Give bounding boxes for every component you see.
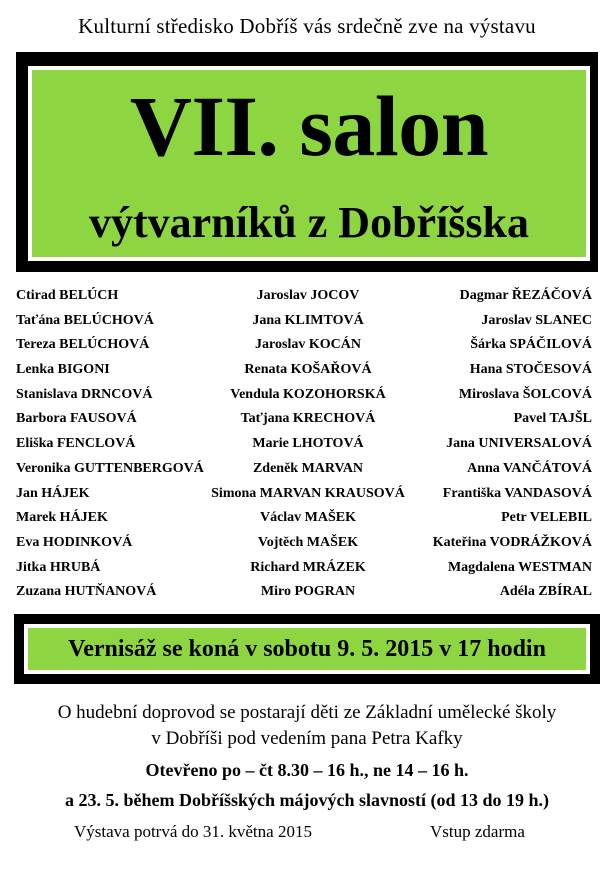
artist-name: Magdalena WESTMAN — [447, 559, 592, 575]
artist-name: Vendula KOZOHORSKÁ — [230, 386, 386, 402]
artist-name: Jitka HRUBÁ — [16, 559, 101, 575]
music-info-line1: O hudební doprovod se postarají děti ze Základní umělecké školy — [57, 702, 557, 723]
artist-name: Anna VANČÁTOVÁ — [467, 460, 592, 476]
artist-name: Lenka BIGONI — [16, 362, 110, 378]
vernisage-banner — [14, 614, 600, 684]
festival-hours: a 23. 5. během Dobříšských májových slavností (od 13 do 19 h.) — [64, 790, 550, 810]
artist-name: Renata KOŠAŘOVÁ — [244, 362, 372, 378]
artist-name: Ctirad BELÚCH — [16, 288, 119, 303]
artist-name: Eva HODINKOVÁ — [16, 534, 133, 550]
artist-name: Taťjana KRECHOVÁ — [240, 411, 376, 427]
opening-hours: Otevřeno po – čt 8.30 – 16 h., ne 14 – 16 h. — [145, 760, 469, 780]
artist-name: Zuzana HUTŇANOVÁ — [16, 584, 157, 600]
artist-name: Václav MAŠEK — [259, 510, 357, 526]
artist-name: Zdeněk MARVAN — [252, 460, 364, 476]
artist-name: Jan HÁJEK — [16, 485, 90, 501]
artist-name: Stanislava DRNCOVÁ — [16, 386, 153, 402]
artist-name: Adéla ZBÍRAL — [499, 584, 592, 600]
artist-name: Petr VELEBIL — [501, 510, 592, 526]
artist-name: Kateřina VODRÁŽKOVÁ — [432, 534, 592, 550]
vernisage-text: Vernisáž se koná v sobotu 9. 5. 2015 v 17 hodin — [28, 628, 586, 670]
exhibition-subtitle: výtvarníků z Dobříšska — [88, 198, 530, 247]
artist-name: Simona MARVAN KRAUSOVÁ — [211, 485, 405, 501]
artist-name: Pavel TAJŠL — [513, 411, 592, 427]
artist-name: Dagmar ŘEZÁČOVÁ — [459, 288, 592, 303]
title-banner-fill — [32, 70, 586, 257]
title-banner-border — [28, 66, 590, 261]
artist-name: Marie LHOTOVÁ — [252, 436, 364, 452]
artist-name: Vojtěch MAŠEK — [257, 534, 359, 550]
artist-name: Františka VANDASOVÁ — [442, 485, 592, 501]
artist-name: Tereza BELÚCHOVÁ — [16, 337, 150, 353]
artist-name: Eliška FENCLOVÁ — [16, 436, 136, 452]
artist-column-right — [433, 284, 592, 605]
artist-name: Barbora FAUSOVÁ — [16, 411, 137, 427]
title-banner — [16, 52, 598, 272]
artist-name: Jaroslav KOCÁN — [255, 337, 361, 353]
artist-name: Miroslava ŠOLCOVÁ — [458, 386, 592, 402]
free-entry: Vstup zdarma — [430, 822, 525, 841]
music-info — [0, 700, 614, 752]
artist-name: Richard MRÁZEK — [250, 559, 366, 575]
artist-column-middle — [206, 284, 410, 605]
vernisage-banner-border — [24, 624, 590, 674]
invitation-header: Kulturní středisko Dobříš vás srdečně zve na výstavu — [78, 14, 536, 38]
artist-name: Jana KLIMTOVÁ — [252, 312, 364, 328]
artist-name: Jaroslav SLANEC — [481, 312, 592, 328]
artist-name: Šárka SPÁČILOVÁ — [470, 337, 592, 353]
artist-column-left — [16, 284, 204, 605]
artist-name: Taťána BELÚCHOVÁ — [16, 312, 154, 328]
artist-name: Miro POGRAN — [260, 584, 356, 600]
exhibition-duration: Výstava potrvá do 31. května 2015 — [74, 822, 312, 841]
artist-name: Jana UNIVERSALOVÁ — [446, 436, 592, 452]
artist-name: Marek HÁJEK — [16, 510, 108, 526]
artist-name: Veronika GUTTENBERGOVÁ — [16, 460, 204, 476]
artist-name: Hana STOČESOVÁ — [469, 362, 592, 378]
exhibition-title: VII. salon — [129, 78, 489, 174]
music-info-line2: v Dobříši pod vedením pana Petra Kafky — [151, 728, 463, 749]
artist-name: Jaroslav JOCOV — [256, 288, 360, 303]
